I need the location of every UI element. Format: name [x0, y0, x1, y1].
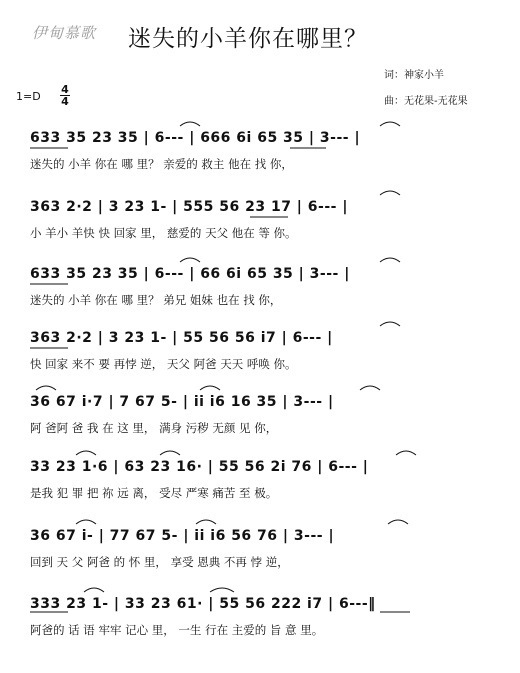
slur-mark — [210, 588, 234, 592]
notes-line: 36 67 i- | 77 67 5- | ii i6 56 76 | 3--- | — [30, 528, 335, 544]
slur-mark — [84, 588, 104, 592]
meter-bottom: 4 — [61, 95, 69, 108]
slur-mark — [160, 451, 180, 455]
lyrics-line: 阿爸的 话 语 牢牢 记心 里， 一生 行在 主爱的 旨 意 里。 — [30, 623, 324, 637]
key-signature: 1=D — [16, 90, 41, 103]
lyrics-line: 迷失的 小羊 你在 哪 里？ 亲爱的 救主 他在 找 你， — [30, 157, 293, 171]
notes-line: 633 35 23 35 | 6--- | 66 6i 65 35 | 3--- | — [30, 266, 350, 282]
slur-mark — [180, 258, 200, 262]
slur-mark — [196, 520, 216, 524]
lyrics-line: 是我 犯 罪 把 祢 远 离， 受尽 严寒 痛苦 至 极。 — [30, 486, 278, 500]
slur-mark — [76, 520, 96, 524]
lyrics-line: 快 回家 来不 要 再悖 逆， 天父 阿爸 天天 呼唤 你。 — [30, 357, 297, 371]
lyrics-line: 回到 天 父 阿爸 的 怀 里， 享受 恩典 不再 悖 逆， — [30, 555, 289, 569]
notes-line: 33 23 1·6 | 63 23 16· | 55 56 2i 76 | 6--- | — [30, 459, 369, 475]
lyrics-line: 小 羊小 羊快 快 回家 里， 慈爱的 天父 他在 等 你。 — [30, 226, 297, 240]
slur-mark — [180, 122, 200, 126]
slur-mark — [396, 451, 416, 455]
slur-mark — [36, 386, 56, 390]
slur-mark — [388, 520, 408, 524]
slur-mark — [380, 258, 400, 262]
watermark: 伊甸慕歌 — [32, 24, 97, 42]
lyrics-line: 阿 爸阿 爸 我 在 这 里， 满身 污秽 无颜 见 你， — [30, 421, 278, 435]
meter-top: 4 — [61, 83, 69, 96]
lyrics-line: 迷失的 小羊 你在 哪 里？ 弟兄 姐妹 也在 找 你， — [30, 293, 282, 307]
notes-line: 333 23 1- | 33 23 61· | 55 56 222 i7 | 6---‖ — [30, 596, 376, 612]
notes-line: 36 67 i·7 | 7 67 5- | ii i6 16 35 | 3--- | — [30, 394, 334, 410]
composer-credit: 曲：无花果-无花果 — [384, 96, 468, 107]
slur-mark — [360, 386, 380, 390]
slur-mark — [200, 386, 220, 390]
notes-line: 363 2·2 | 3 23 1- | 555 56 23 17 | 6--- | — [30, 199, 348, 215]
song-title: 迷失的小羊你在哪里？ — [128, 26, 368, 52]
slur-mark — [380, 122, 400, 126]
notes-line: 363 2·2 | 3 23 1- | 55 56 56 i7 | 6--- | — [30, 330, 333, 346]
slur-mark — [380, 191, 400, 195]
lyricist-credit: 词：神家小羊 — [384, 70, 444, 81]
slur-mark — [380, 322, 400, 326]
slur-mark — [76, 451, 96, 455]
notes-line: 633 35 23 35 | 6--- | 666 6i 65 35 | 3--- | — [30, 130, 361, 146]
